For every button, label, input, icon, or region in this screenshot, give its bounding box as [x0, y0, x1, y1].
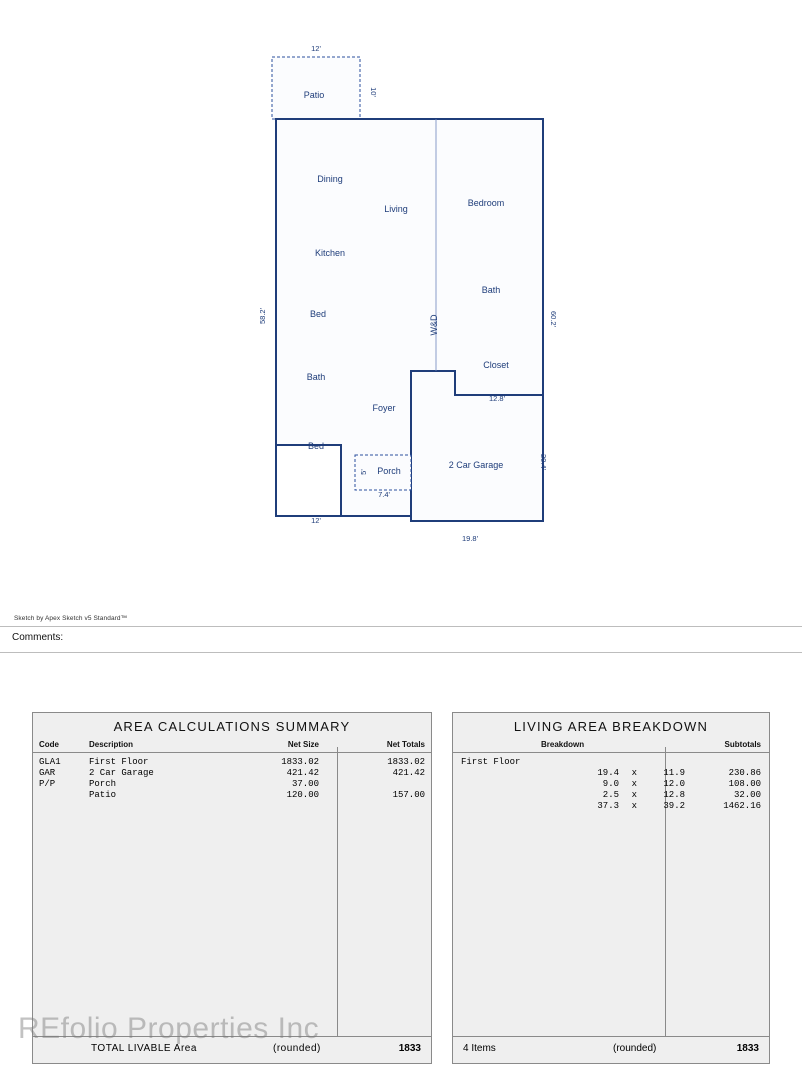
svg-text:2 Car Garage: 2 Car Garage	[448, 460, 504, 470]
table-row	[453, 801, 769, 812]
area-calculations-summary-panel	[32, 712, 432, 1064]
svg-text:W&D: W&D	[429, 314, 439, 336]
header-net-totals: Net Totals	[386, 740, 425, 749]
svg-text:Bath: Bath	[481, 285, 501, 295]
table-row	[33, 779, 431, 790]
table-row	[453, 790, 769, 801]
svg-text:Bedroom: Bedroom	[467, 198, 505, 208]
cell-description: 2 Car Garage	[89, 768, 154, 778]
cell-dim-a: 9.0	[602, 779, 619, 789]
svg-text:Bed: Bed	[307, 441, 325, 451]
cell-times: x	[631, 768, 637, 778]
svg-text:Porch: Porch	[377, 466, 401, 476]
svg-text:Foyer: Foyer	[372, 403, 396, 413]
divider-top	[0, 626, 802, 627]
svg-text:7.4': 7.4'	[378, 490, 390, 499]
footer-rounded: (rounded)	[273, 1043, 321, 1054]
area-summary-footer	[33, 1036, 431, 1063]
sketch-credit: Sketch by Apex Sketch v5 Standard™	[14, 615, 128, 622]
svg-text:Dining: Dining	[317, 174, 343, 184]
header-description: Description	[89, 740, 134, 749]
cell-code: P/P	[39, 779, 56, 789]
svg-text:12.8': 12.8'	[488, 394, 506, 403]
cell-description: First Floor	[89, 757, 149, 767]
cell-net-size: 1833.02	[281, 757, 319, 767]
cell-description: Patio	[89, 790, 117, 800]
cell-dim-b: 11.9	[663, 768, 685, 778]
svg-text:Bath: Bath	[306, 372, 326, 382]
svg-text:19.8': 19.8'	[461, 534, 479, 543]
cell-dim-a: 37.3	[597, 801, 619, 811]
cell-net-totals: 421.42	[392, 768, 425, 778]
cell-net-size: 37.00	[291, 779, 319, 789]
group-label: First Floor	[461, 757, 521, 767]
watermark: REfolio Properties Inc	[18, 1012, 320, 1045]
svg-text:58.2': 58.2'	[258, 307, 267, 325]
table-row	[33, 768, 431, 779]
svg-text:20.4': 20.4'	[539, 453, 548, 471]
living-area-breakdown-panel	[452, 712, 770, 1064]
svg-text:Closet: Closet	[483, 360, 509, 370]
cell-code: GAR	[39, 768, 56, 778]
area-summary-rows	[33, 757, 431, 801]
table-row	[453, 768, 769, 779]
cell-net-size: 120.00	[286, 790, 319, 800]
cell-subtotal: 108.00	[728, 779, 761, 789]
cell-dim-b: 12.8	[663, 790, 685, 800]
svg-text:60.2': 60.2'	[549, 310, 558, 328]
svg-text:Bed: Bed	[309, 309, 327, 319]
summary-tables	[0, 712, 802, 1068]
area-summary-title: AREA CALCULATIONS SUMMARY	[113, 719, 351, 734]
cell-net-totals: 1833.02	[387, 757, 425, 767]
area-summary-headers	[33, 738, 431, 753]
footer-items: 4 Items	[463, 1043, 496, 1054]
cell-description: Porch	[89, 779, 117, 789]
footer-value: 1833	[398, 1043, 421, 1054]
cell-times: x	[631, 801, 637, 811]
cell-code: GLA1	[39, 757, 61, 767]
table-row	[33, 757, 431, 768]
cell-subtotal: 230.86	[728, 768, 761, 778]
comments-label: Comments:	[12, 632, 64, 643]
cell-dim-b: 12.0	[663, 779, 685, 789]
group-label-row	[453, 757, 769, 768]
svg-text:Patio: Patio	[303, 90, 325, 100]
footer-label: TOTAL LIVABLE Area	[91, 1043, 197, 1054]
living-breakdown-footer	[453, 1036, 769, 1063]
cell-dim-a: 2.5	[602, 790, 619, 800]
cell-net-size: 421.42	[286, 768, 319, 778]
svg-text:Living: Living	[384, 204, 408, 214]
header-code: Code	[39, 740, 59, 749]
living-breakdown-rows	[453, 757, 769, 812]
living-breakdown-title: LIVING AREA BREAKDOWN	[513, 719, 709, 734]
divider-bottom	[0, 652, 802, 653]
cell-subtotal: 1462.16	[723, 801, 761, 811]
svg-text:12': 12'	[311, 516, 321, 525]
header-breakdown: Breakdown	[541, 740, 585, 749]
cell-times: x	[631, 790, 637, 800]
svg-text:Kitchen: Kitchen	[314, 248, 346, 258]
cell-net-totals: 157.00	[392, 790, 425, 800]
header-subtotals: Subtotals	[724, 740, 761, 749]
header-net-size: Net Size	[287, 740, 319, 749]
living-breakdown-headers	[453, 738, 769, 753]
svg-text:5': 5'	[359, 469, 368, 475]
table-row	[453, 779, 769, 790]
svg-text:12': 12'	[311, 44, 321, 53]
cell-dim-b: 39.2	[663, 801, 685, 811]
footer-rounded: (rounded)	[613, 1043, 657, 1054]
table-row	[33, 790, 431, 801]
cell-subtotal: 32.00	[733, 790, 761, 800]
cell-times: x	[631, 779, 637, 789]
svg-text:10': 10'	[369, 87, 378, 97]
cell-dim-a: 19.4	[597, 768, 619, 778]
footer-value: 1833	[736, 1043, 759, 1054]
